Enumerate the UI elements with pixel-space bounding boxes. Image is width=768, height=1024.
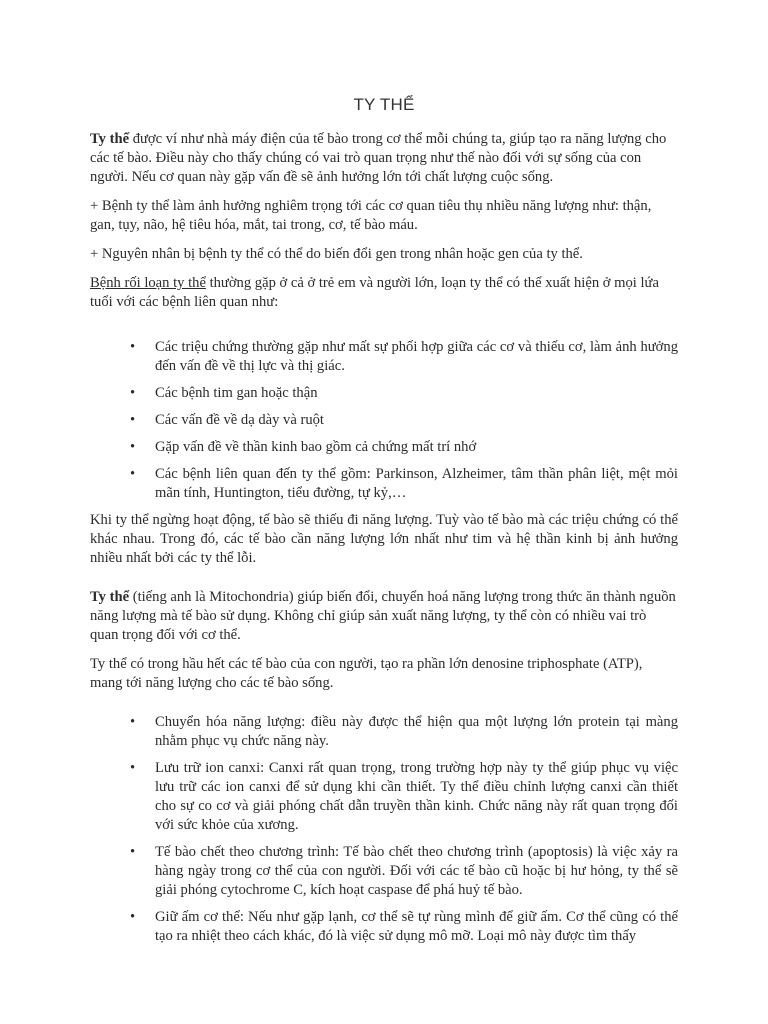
paragraph-cause: + Nguyên nhân bị bệnh ty thể có thể do biến đổi gen trong nhân hoặc gen của ty thể. <box>90 246 583 262</box>
paragraph-disorder <box>90 274 678 312</box>
list-item: • Giữ ấm cơ thể: Nếu như gặp lạnh, cơ thể sẽ tự rùng mình để giữ ấm. Cơ thể cũng có thể tạo ra nhiệt theo cách khác, đó là việc sử dụng mô mỡ. Loại mô này được tìm thấy <box>90 908 678 946</box>
list-item: • Gặp vấn đề về thần kinh bao gồm cả chứng mất trí nhớ <box>90 438 678 457</box>
list-item: • Các bệnh liên quan đến ty thể gồm: Parkinson, Alzheimer, tâm thần phân liệt, mệt mỏi mãn tính, Huntington, tiểu đường, tự kỷ,… <box>90 465 678 503</box>
list-item: • Lưu trữ ion canxi: Canxi rất quan trọng, trong trường hợp này ty thể giúp phục vụ việc lưu trữ các ion canxi để sử dụng khi cần thiết. Ty thể điều chỉnh lượng canxi cần thiết cho sự co cơ và giải phóng chất dẫn truyền thần kinh. Chức năng này rất quan trọng đối với sức khỏe của xương. <box>90 759 678 835</box>
term-bold: Ty thể <box>90 131 130 147</box>
paragraph-text: (tiếng anh là Mitochondria) giúp biến đổi, chuyển hoá năng lượng trong thức ăn thành nguồn năng lượng mà tế bào sử dụng. Không chỉ giúp sản xuất năng lượng, ty thể còn có nhiều vai trò quan trọng đối với cơ thể. <box>90 589 676 643</box>
function-list <box>90 713 678 946</box>
document-body <box>90 130 678 954</box>
list-item: • Các bệnh tim gan hoặc thận <box>90 384 678 403</box>
paragraph-definition <box>90 588 678 645</box>
term-bold: Ty thể <box>90 589 130 605</box>
list-item: • Tế bào chết theo chương trình: Tế bào chết theo chương trình (apoptosis) là việc xảy ra hàng ngày trong cơ thể của con người. Đối với các tế bào cũ hoặc bị hư hỏng, ty thể sẽ giải phóng cytochrome C, kích hoạt caspase để phá huỷ tế bào. <box>90 843 678 900</box>
symptom-list <box>90 338 678 503</box>
paragraph-failure: Khi ty thể ngừng hoạt động, tế bào sẽ thiếu đi năng lượng. Tuỳ vào tế bào mà các triệu chứng có thể khác nhau. Trong đó, các tế bào cần năng lượng lớn nhất như tim và hệ thần kinh bị ảnh hưởng nhiều nhất bởi các ty thể lỗi. <box>90 512 678 566</box>
paragraph-organs: + Bệnh ty thể làm ảnh hưởng nghiêm trọng tới các cơ quan tiêu thụ nhiều năng lượng như: thận, gan, tụy, não, hệ tiêu hóa, mắt, tai trong, cơ, tế bào máu. <box>90 198 652 233</box>
disorder-link[interactable]: Bệnh rối loạn ty thể <box>90 275 206 291</box>
paragraph-intro <box>90 130 678 187</box>
paragraph-text: được ví như nhà máy điện của tế bào trong cơ thể mỗi chúng ta, giúp tạo ra năng lượng cho các tế bào. Điều này cho thấy chúng có vai trò quan trọng như thế nào đối với sự sống của con người. Nếu cơ quan này gặp vấn đề sẽ ảnh hưởng lớn tới chất lượng cuộc sống. <box>90 131 667 185</box>
list-item: • Các triệu chứng thường gặp như mất sự phối hợp giữa các cơ và thiếu cơ, làm ảnh hưởng đến vấn đề về thị lực và thị giác. <box>90 338 678 376</box>
paragraph-text: thường gặp ở cả ở trẻ em và người lớn, loạn ty thể có thể xuất hiện ở mọi lứa tuổi với các bệnh liên quan như: <box>90 275 659 310</box>
paragraph-atp: Ty thể có trong hầu hết các tế bào của con người, tạo ra phần lớn denosine triphosphate (ATP), mang tới năng lượng cho các tế bào sống. <box>90 656 643 691</box>
list-item: • Các vấn đề về dạ dày và ruột <box>90 411 678 430</box>
list-item: • Chuyển hóa năng lượng: điều này được thể hiện qua một lượng lớn protein tại màng nhằm phục vụ chức năng này. <box>90 713 678 751</box>
page-title: TY THỂ <box>353 95 415 114</box>
